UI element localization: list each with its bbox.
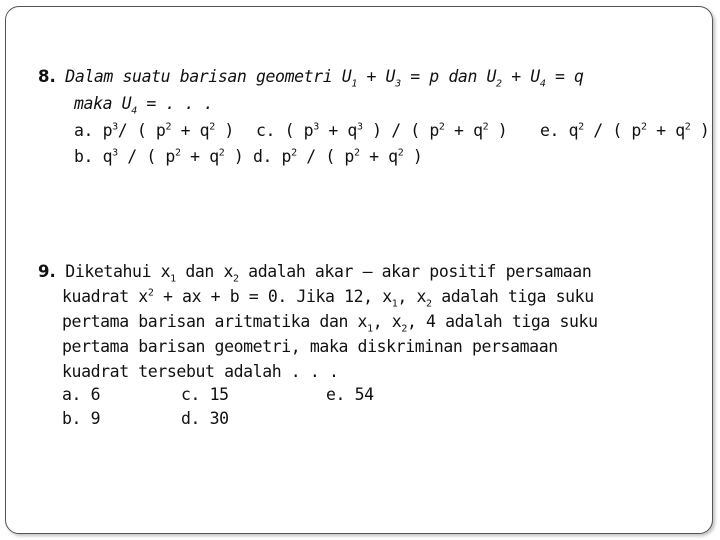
q8-line-2: maka $U_4$ = . . . (74, 94, 214, 117)
q8-line-1 (38, 67, 584, 90)
q8-option-e: e. $q^2$ / ( $p^2 + q^2$ ) (540, 121, 710, 140)
q9-line-1: 9. Diketahui $x_1$ dan $x_2$ adalah akar – akar positif persamaan (38, 262, 592, 285)
q9-option-b: b. 9 (62, 409, 101, 428)
q9-line-3: pertama barisan aritmatika dan $x_1$, $x_2$, 4 adalah tiga suku (62, 312, 598, 335)
q9-option-c: c. 15 (181, 385, 229, 404)
q8-stem-text: Dalam suatu barisan geometri $U_1 + U_3 = p$ dan $U_2 + U_4 = q$ (65, 67, 584, 90)
q9-option-d: d. 30 (181, 409, 229, 428)
q8-option-a: a. $p^3/$ ( $p^2 + q^2$ ) (74, 121, 234, 140)
q8-number: 8. (38, 67, 56, 86)
q9-option-e: e. 54 (326, 385, 374, 404)
q9-line-4: pertama barisan geometri, maka diskriminan persamaan (62, 337, 558, 356)
q9-line-2: kuadrat $x^2$ + ax + b = 0. Jika 12, $x_1$, $x_2$ adalah tiga suku (62, 287, 594, 310)
q9-line-5: kuadrat tersebut adalah . . . (62, 362, 339, 381)
q9-number: 9. (38, 262, 56, 281)
slide (5, 6, 713, 534)
q9-option-a: a. 6 (62, 385, 101, 404)
q8-option-b-d: b. $q^3$ / ( $p^2 + q^2$ ) d. $p^2$ / ( $p^2 + q^2$ ) (74, 147, 423, 166)
q8-option-c: c. ( $p^3 + q^3$ ) / ( $p^2 + q^2$ ) (256, 121, 508, 140)
